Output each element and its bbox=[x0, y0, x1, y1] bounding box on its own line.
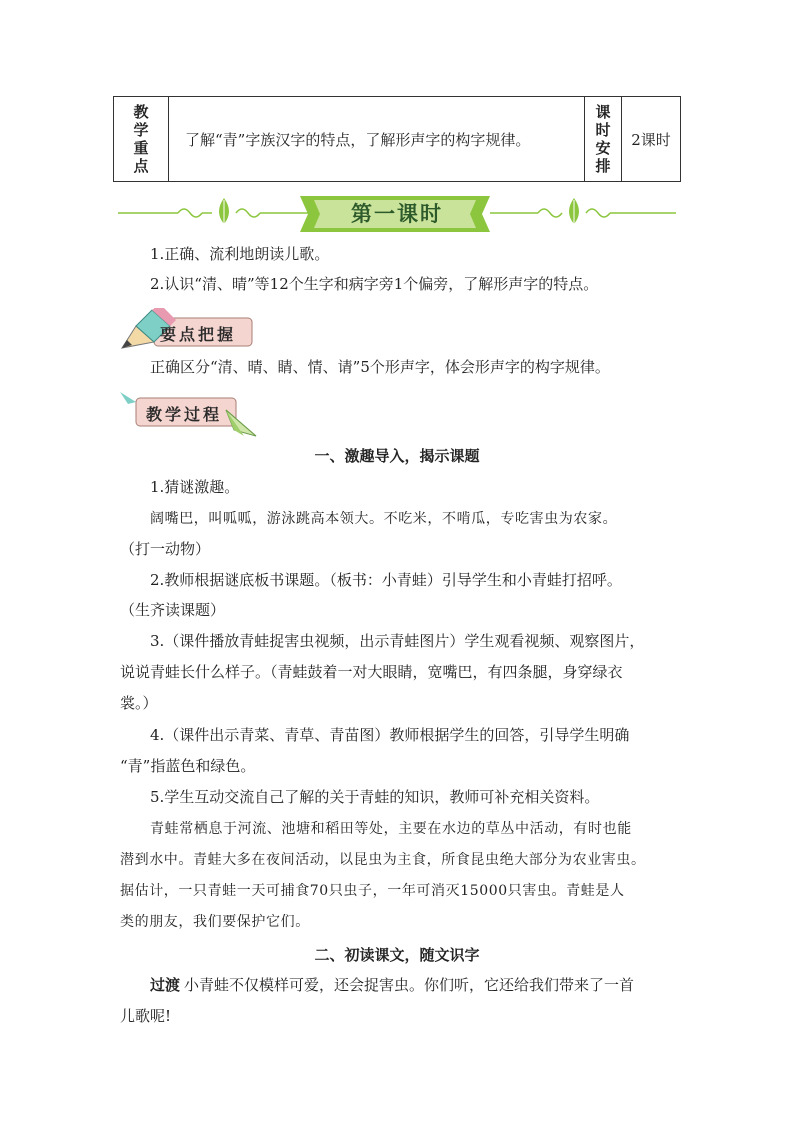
teaching-focus-content: 了解“青”字族汉字的特点，了解形声字的构字规律。 bbox=[169, 97, 585, 182]
banner-title: 第一课时 bbox=[351, 202, 443, 226]
step-4-line-1: 4.（课件出示青菜、青草、青苗图）教师根据学生的回答，引导学生明确 bbox=[150, 726, 630, 744]
lesson-banner bbox=[118, 192, 676, 236]
key-points-badge bbox=[118, 308, 258, 354]
step-2-line-2: （生齐读课题） bbox=[120, 601, 226, 619]
riddle-note: （打一动物） bbox=[120, 540, 211, 558]
teaching-process-badge bbox=[118, 390, 258, 438]
section-1-heading: 一、激趣导入，揭示课题 bbox=[314, 447, 480, 465]
transition-label: 过渡 bbox=[150, 976, 181, 994]
key-point-text: 正确区分“清、晴、睛、情、请”5个形声字，体会形声字的构字规律。 bbox=[150, 358, 610, 376]
key-points-badge-text: 要点把握 bbox=[160, 325, 237, 344]
frog-info-line-4: 类的朋友，我们要保护它们。 bbox=[120, 914, 310, 930]
step-3-line-1: 3.（课件播放青蛙捉害虫视频，出示青蛙图片）学生观看视频、观察图片， bbox=[150, 632, 645, 650]
section-2-heading: 二、初读课文，随文识字 bbox=[314, 946, 480, 964]
riddle-text: 阔嘴巴，叫呱呱，游泳跳高本领大。不吃米，不啃瓜，专吃害虫为农家。 bbox=[150, 511, 618, 527]
step-2-line-1: 2.教师根据谜底板书课题。（板书：小青蛙）引导学生和小青蛙打招呼。 bbox=[150, 571, 622, 589]
frog-info-line-2: 潜到水中。青蛙大多在夜间活动，以昆虫为主食，所食昆虫绝大部分为农业害虫。 bbox=[120, 852, 646, 868]
step-5: 5.学生互动交流自己了解的关于青蛙的知识，教师可补充相关资料。 bbox=[150, 788, 600, 806]
frog-info-line-1: 青蛙常栖息于河流、池塘和稻田等处，主要在水边的草丛中活动，有时也能 bbox=[150, 821, 632, 837]
step-1: 1.猜谜激趣。 bbox=[150, 478, 240, 496]
transition-line-1 bbox=[150, 975, 634, 995]
step-4-line-2: “青”指蓝色和绿色。 bbox=[120, 757, 256, 775]
schedule-value: 2课时 bbox=[622, 97, 681, 182]
transition-text-1: 小青蛙不仅模样可爱，还会捉害虫。你们听，它还给我们带来了一首 bbox=[184, 976, 635, 994]
frog-info-line-3: 据估计，一只青蛙一天可捕食70只虫子，一年可消灭15000只害虫。青蛙是人 bbox=[120, 883, 625, 899]
teaching-focus-table bbox=[113, 96, 681, 182]
teaching-process-badge-text: 教学过程 bbox=[146, 405, 223, 424]
teaching-focus-label: 教学重点 bbox=[114, 97, 169, 182]
goal-1: 1.正确、流利地朗读儿歌。 bbox=[150, 245, 330, 263]
transition-line-2: 儿歌呢! bbox=[120, 1007, 172, 1025]
schedule-label: 课时安排 bbox=[585, 97, 622, 182]
goal-2: 2.认识“清、晴”等12个生字和病字旁1个偏旁，了解形声字的特点。 bbox=[150, 275, 599, 293]
step-3-line-3: 裳。） bbox=[120, 694, 158, 712]
step-3-line-2: 说说青蛙长什么样子。（青蛙鼓着一对大眼睛，宽嘴巴，有四条腿，身穿绿衣 bbox=[120, 663, 623, 681]
